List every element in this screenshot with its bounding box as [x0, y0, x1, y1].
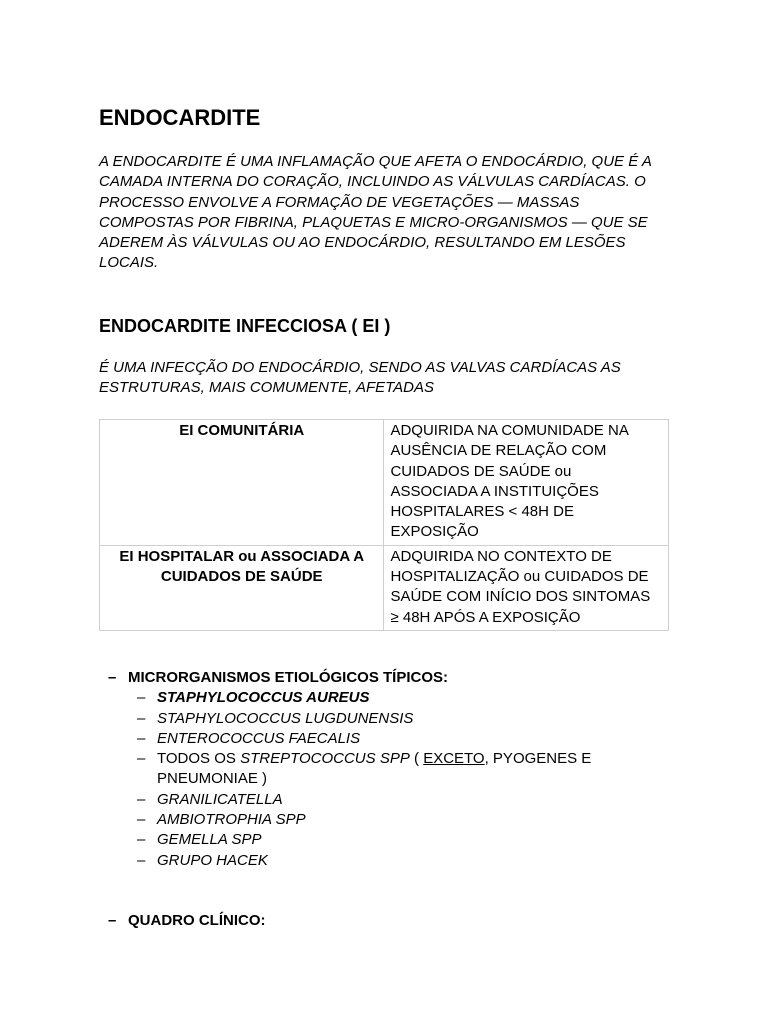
list-item-text: GRUPO HACEK — [157, 851, 268, 869]
list-item-text: STAPHYLOCOCCUS LUGDUNENSIS — [157, 709, 414, 727]
text-segment: TODOS OS — [157, 750, 241, 768]
text-segment: , PYOGENES E PNEUMONIAE ) — [157, 750, 592, 788]
microorganisms-heading — [108, 668, 668, 688]
intro-paragraph: A ENDOCARDITE É UMA INFLAMAÇÃO QUE AFETA O ENDOCÁRDIO, QUE É A CAMADA INTERNA DO CORAÇÃO, INCLUINDO AS VÁLVULAS CARDÍACAS. O PROCESSO ENVOLVE A FORMAÇÃO DE VEGETAÇÕES — MASSAS COMPOSTAS POR FIBRINA, PLAQUETAS E MICRO-ORGANISMOS — QUE SE ADEREM ÀS VÁLVULAS OU AO ENDOCÁRDIO, RESULTANDO EM LESÕES LOCAIS. — [99, 153, 652, 272]
list-item — [137, 851, 668, 871]
table-cell-description: ADQUIRIDA NA COMUNIDADE NA AUSÊNCIA DE RELAÇÃO COM CUIDADOS DE SAÚDE ou ASSOCIADA A INSTITUIÇÕES HOSPITALARES < 48H DE EXPOSIÇÃO — [384, 420, 669, 546]
dash-bullet: – — [108, 669, 117, 686]
text-segment: STREPTOCOCCUS SPP — [240, 750, 410, 768]
dash-bullet: – — [137, 790, 146, 808]
dash-bullet: – — [137, 851, 146, 869]
dash-bullet: – — [137, 811, 146, 829]
table-cell-label: EI HOSPITALAR ou ASSOCIADA A CUIDADOS DE SAÚDE — [100, 545, 384, 630]
table-cell-label: EI COMUNITÁRIA — [100, 420, 384, 546]
table-cell-description: ADQUIRIDA NO CONTEXTO DE HOSPITALIZAÇÃO ou CUIDADOS DE SAÚDE COM INÍCIO DOS SINTOMAS ≥ 48H APÓS A EXPOSIÇÃO — [384, 545, 669, 630]
classification-table — [99, 419, 669, 631]
list-item — [137, 749, 668, 790]
underlined-text: EXCETO — [423, 750, 485, 768]
list-item — [137, 709, 668, 729]
heading-text: QUADRO CLÍNICO: — [128, 912, 266, 929]
list-item-text: AMBIOTROPHIA SPP — [157, 811, 306, 829]
list-item — [137, 688, 668, 708]
section-title: ENDOCARDITE INFECCIOSA ( EI ) — [99, 316, 391, 336]
list-item — [137, 810, 668, 830]
clinical-section — [108, 911, 668, 931]
list-item — [137, 790, 668, 810]
dash-bullet: – — [137, 709, 146, 727]
list-item-text: GRANILICATELLA — [157, 790, 283, 808]
dash-bullet: – — [108, 912, 117, 929]
list-item — [137, 729, 668, 749]
dash-bullet: – — [137, 729, 146, 747]
list-item — [137, 830, 668, 850]
dash-bullet: – — [137, 831, 146, 849]
dash-bullet: – — [137, 750, 146, 768]
clinical-heading — [108, 911, 668, 931]
table-row — [100, 545, 669, 630]
table-row — [100, 420, 669, 546]
section-definition: É UMA INFECÇÃO DO ENDOCÁRDIO, SENDO AS VALVAS CARDÍACAS AS ESTRUTURAS, MAIS COMUMENTE, AFETADAS — [99, 359, 621, 397]
microorganisms-list — [108, 688, 668, 871]
dash-bullet: – — [137, 689, 146, 707]
heading-text: MICRORGANISMOS ETIOLÓGICOS TÍPICOS: — [128, 669, 449, 686]
list-item-text: GEMELLA SPP — [157, 831, 262, 849]
list-item-text: STAPHYLOCOCCUS AUREUS — [157, 689, 370, 707]
text-segment: ( — [409, 750, 424, 768]
page-title: ENDOCARDITE — [99, 105, 261, 130]
list-item-text — [157, 749, 668, 790]
list-item-text: ENTEROCOCCUS FAECALIS — [157, 729, 361, 747]
microorganisms-section — [108, 668, 668, 871]
